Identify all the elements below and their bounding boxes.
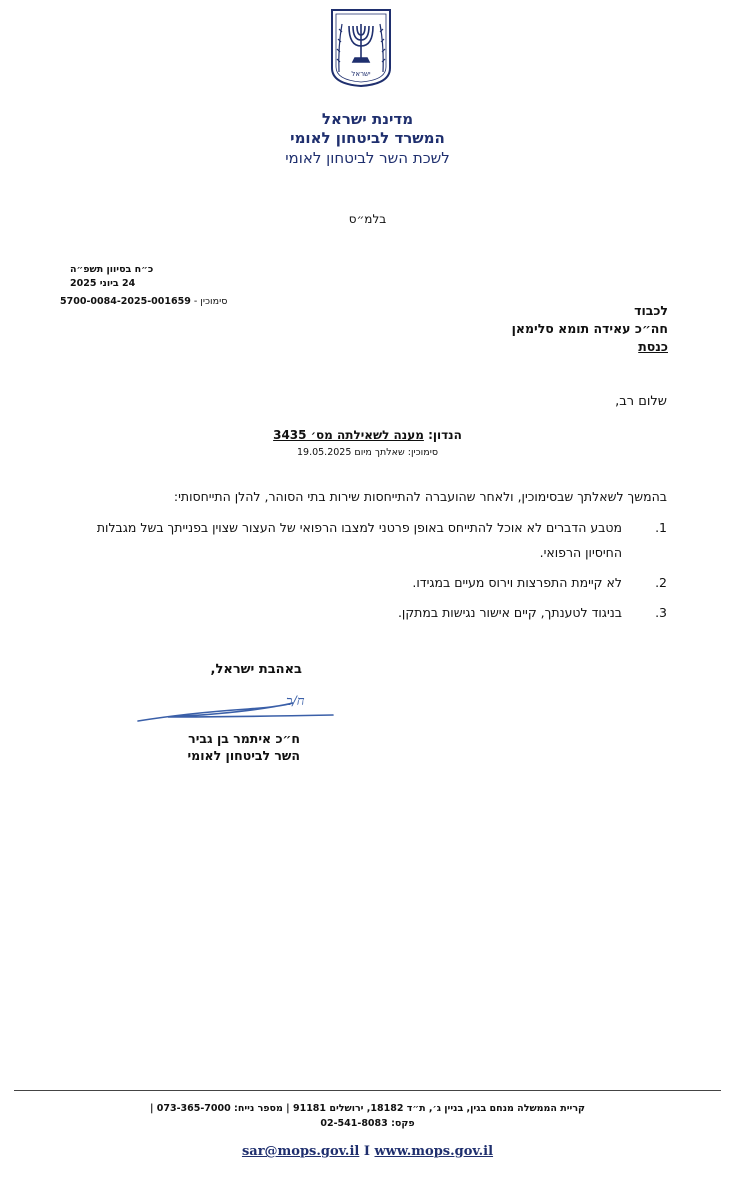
list-item-number: 1. (655, 520, 667, 535)
handwritten-signature (128, 683, 338, 733)
footer-link-separator: I (363, 1144, 370, 1159)
addressee-name: חה״כ עאידה תומא סלימאן (511, 321, 668, 336)
footer-links (0, 1144, 735, 1159)
greeting: שלום רב, (615, 394, 667, 409)
subject-reference: סימוכין: שאלתך מיום 19.05.2025 (296, 447, 439, 458)
reference-number: 5700-0084-2025-001659 (60, 296, 191, 307)
list-item-text: בניגוד לטענתך, קיים אישור נגישות במתקן. (397, 605, 622, 620)
body-intro: בהמשך לשאלתך שבסימוכין, ולאחר שהועברה להתייחסות שירות בתי הסוהר, להלן התייחסותי: (173, 489, 667, 504)
footer-address: קריית הממשלה מנחם בגין, בניין ג׳, ת״ד 18182, ירושלים 91181 | מספר נייח: 073-365-7000 | (149, 1103, 586, 1114)
list-item (57, 515, 667, 565)
reference-label: סימוכין - (193, 296, 228, 307)
gregorian-date: 24 ביוני 2025 (70, 278, 136, 289)
addressee-institution: כנסת (638, 339, 668, 354)
subject-text: מענה לשאילתה מס׳ 3435 (273, 428, 424, 442)
body-list (57, 515, 667, 630)
list-item-text: מטבע הדברים לא אוכל להתייחס באופן פרטני למצבו הרפואי של העצור שצוין בפנייתך בשל מגבלות החיסיון הרפואי. (96, 520, 622, 560)
letterhead-state: מדינת ישראל (321, 110, 414, 128)
footer-fax: פקס: 02-541-8083 (320, 1118, 415, 1129)
emblem-label: ישראל (351, 70, 371, 78)
list-item-number: 2. (655, 575, 667, 590)
footer-divider (14, 1090, 721, 1091)
classification-label: בלמ״ס (348, 212, 387, 226)
reference-line (60, 296, 227, 307)
signer-title: השר לביטחון לאומי (187, 748, 300, 763)
website-link[interactable]: www.mops.gov.il (374, 1144, 494, 1159)
date-block (70, 263, 270, 291)
list-item-text: לא קיימת התפרצות וירוס מעיים במגידו. (412, 575, 622, 590)
signer-block (140, 730, 300, 764)
email-link[interactable]: sar@mops.gov.il (241, 1144, 360, 1159)
list-item (57, 570, 667, 595)
subject-line (0, 428, 735, 442)
addressee-block (512, 302, 668, 356)
closing-phrase: באהבת ישראל, (210, 662, 302, 677)
signer-name: ח״כ איתמר בן גביר (188, 731, 300, 746)
addressee-salutation: לכבוד (634, 303, 668, 318)
letterhead-office: לשכת השר לביטחון לאומי (285, 149, 450, 167)
state-emblem-icon (328, 6, 394, 88)
list-item-number: 3. (655, 605, 667, 620)
list-item (57, 600, 667, 625)
subject-label: הנדון: (428, 428, 462, 442)
hebrew-date: כ״ח בסיוון תשפ״ה (70, 264, 154, 275)
signature-initials: ח/כ (286, 694, 305, 709)
letterhead-ministry: המשרד לביטחון לאומי (290, 129, 445, 147)
